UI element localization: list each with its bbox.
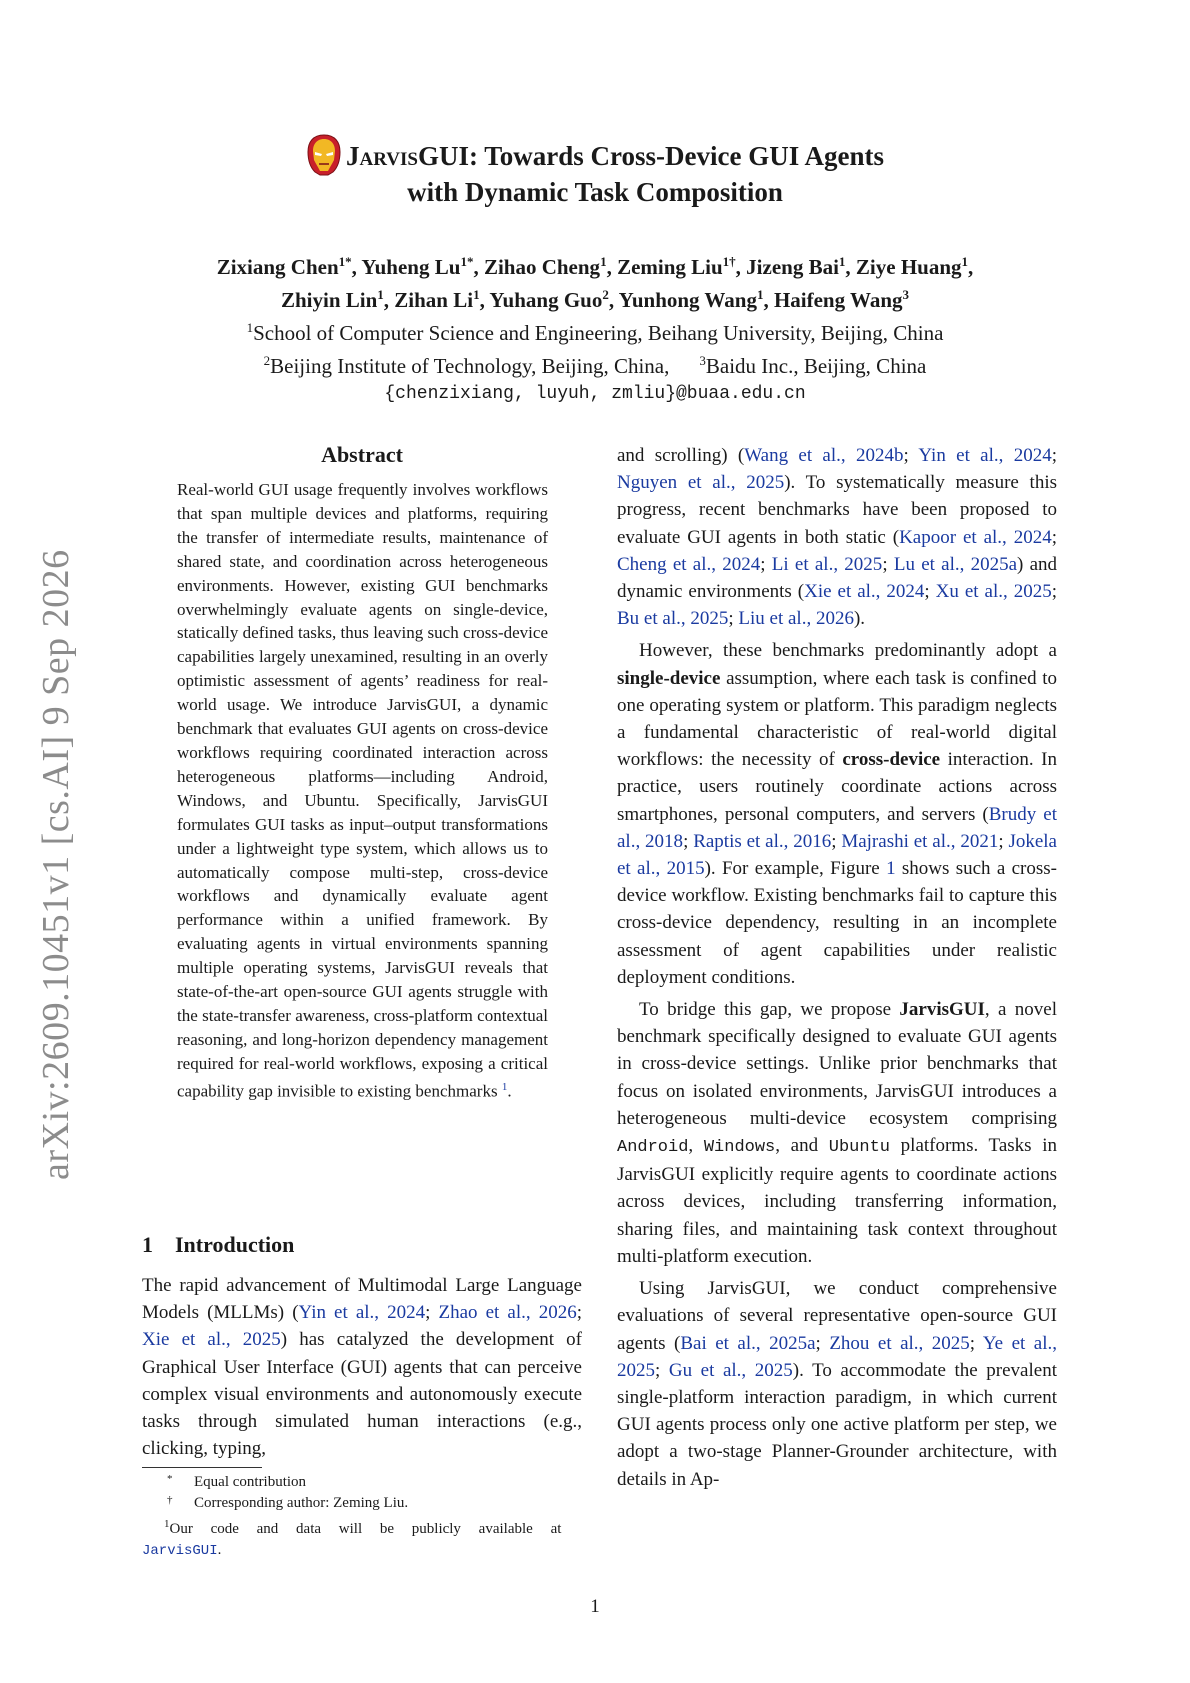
- abstract-end: .: [507, 1081, 512, 1101]
- text: assumption, where each task is confined to one operating system or platform. This paradigm neglects a fundamental characteristic of real-world digital workflows: the necessity of: [617, 667, 1057, 771]
- citation[interactable]: Bu et al., 2025: [617, 608, 729, 630]
- figure-ref[interactable]: 1: [886, 858, 896, 880]
- author-name: Yuheng Lu: [361, 255, 461, 279]
- author-affil-mark: 2: [602, 287, 609, 302]
- text: ,: [688, 1135, 704, 1157]
- author-affil-mark: 1: [756, 287, 764, 302]
- text: ;: [924, 581, 936, 603]
- citation[interactable]: Zhou et al., 2025: [829, 1332, 970, 1354]
- citation[interactable]: Majrashi et al., 2021: [841, 830, 999, 852]
- section-title: Introduction: [175, 1232, 295, 1257]
- footnote-corresponding-author: [142, 1493, 582, 1514]
- intro-paragraph-1-cont: [617, 442, 1057, 632]
- author-name: Zhiyin Lin: [280, 288, 378, 312]
- footnote-mark: 1: [164, 1518, 170, 1530]
- citation[interactable]: Xie et al., 2024: [804, 581, 925, 603]
- text: ).: [853, 608, 866, 630]
- platform-name: Windows: [703, 1138, 776, 1158]
- intro-paragraph-4: [617, 1275, 1057, 1493]
- affil-mark: 2: [263, 353, 271, 368]
- bold-term: JarvisGUI: [899, 999, 985, 1021]
- footnotes: [142, 1472, 582, 1562]
- text: ;: [655, 1359, 669, 1381]
- author-name: Jizeng Bai: [746, 255, 839, 279]
- text: , and: [775, 1135, 829, 1157]
- footnote-ref[interactable]: 1: [501, 1080, 508, 1093]
- author-affil-mark: 1*: [460, 254, 474, 269]
- author-name: Yunhong Wang: [618, 288, 757, 312]
- author-affil-mark: 3: [902, 287, 910, 302]
- text: and scrolling) (: [617, 445, 745, 466]
- affiliation-2-3: [0, 347, 1190, 380]
- text: ). To accommodate the prevalent single-platform interaction paradigm, in which current GUI agents process only one active platform per step, we adopt a two-stage Planner-Grounder architecture, with details in Ap-: [617, 1359, 1057, 1490]
- text: interaction. In practice, users routinely coordinate actions across smartphones, personal computers, and servers (: [617, 749, 1057, 825]
- author-affil-mark: 1†: [722, 254, 736, 269]
- text: ;: [683, 830, 694, 852]
- text: ;: [728, 608, 739, 630]
- page-number: 1: [590, 1596, 600, 1617]
- footnote-equal-contribution: [142, 1472, 582, 1493]
- footnote-text: Our code and data will be publicly available at: [169, 1521, 562, 1537]
- author-block: [0, 248, 1190, 408]
- citation[interactable]: Gu et al., 2025: [668, 1359, 793, 1381]
- affil-text: Baidu Inc., Beijing, China: [705, 354, 927, 378]
- citation[interactable]: Raptis et al., 2016: [693, 830, 832, 852]
- abstract-heading: Abstract: [321, 442, 403, 467]
- text: ;: [760, 553, 772, 575]
- author-affil-mark: 1: [473, 287, 480, 302]
- affil-mark: 1: [246, 320, 254, 335]
- text: ;: [1051, 445, 1057, 466]
- iron-man-helmet-icon: [306, 134, 342, 176]
- author-line-1: Zixiang Chen$^{1*}$, Yuheng $Lu^{1*}$, Zihao Cheng$^1$, Zeming Liu$^{1\dagger}$, Jizeng Bai$^1$, Ziye Huang$^1$,: [216, 254, 974, 279]
- abstract-text: Real-world GUI usage frequently involves workflows that span multiple devices and platforms, requiring the transfer of intermediate results, maintenance of shared state, and coordination across heterogeneous environments. However, existing GUI benchmarks overwhelmingly evaluate agents on single-device, statically defined tasks, thus leaving such cross-device capabilities largely unexamined, resulting in an overly optimistic assessment of agents’ readiness for real-world usage. We introduce JarvisGUI, a dynamic benchmark that evaluates GUI agents on cross-device workflows requiring coordinated interaction across heterogeneous platforms—including Android, Windows, and Ubuntu. Specifically, JarvisGUI formulates GUI tasks as input–output transformations under a lightweight type system, which allows us to automatically compose multi-step, cross-device workflows and dynamically evaluate agent performance within a unified framework. By evaluating agents in virtual environments spanning multiple operating systems, JarvisGUI reveals that state-of-the-art open-source GUI agents struggle with the state-transfer awareness, cross-platform contextual reasoning, and long-horizon dependency management required for real-world workflows, exposing a critical capability gap invisible to existing benchmarks: [177, 480, 548, 1101]
- citation[interactable]: Jokela et al., 2015: [617, 830, 1057, 880]
- bold-term: single-device: [617, 667, 721, 689]
- text: ;: [815, 1332, 830, 1354]
- intro-paragraph-3: [617, 996, 1057, 1270]
- affil-text: Beijing Institute of Technology, Beijing, China,: [270, 354, 670, 378]
- abstract-body: [177, 478, 548, 1103]
- footnote-text: Corresponding author: Zeming Liu.: [194, 1495, 409, 1511]
- text: ;: [1051, 581, 1057, 603]
- affiliation-1: [0, 314, 1190, 347]
- intro-paragraph-1: [142, 1272, 582, 1462]
- affil-mark: 3: [699, 353, 706, 368]
- intro-paragraph-2: [617, 637, 1057, 991]
- citation[interactable]: Nguyen et al., 2025: [617, 472, 785, 494]
- text: ). For example, Figure: [704, 858, 887, 880]
- citation[interactable]: Xu et al., 2025: [935, 581, 1052, 603]
- affil-text: School of Computer Science and Engineering, Beihang University, Beijing, China: [253, 321, 944, 345]
- footnote-rule: [142, 1467, 262, 1468]
- author-name: Ziye Huang: [855, 255, 962, 279]
- text: platforms. Tasks in JarvisGUI explicitly require agents to coordinate actions across devices, including transferring information, sharing files, and maintaining task context throughout multi-platform execution.: [617, 1135, 1057, 1267]
- text: To bridge this gap, we propose: [639, 999, 900, 1021]
- text: ;: [903, 445, 919, 466]
- citation[interactable]: Yin et al., 2024: [918, 445, 1052, 466]
- author-affil-mark: 1*: [338, 254, 352, 269]
- author-affil-mark: 1: [600, 254, 607, 269]
- author-name: Haifeng Wang: [773, 288, 903, 312]
- arxiv-identifier: arXiv:2609.10451v1 [cs.AI] 9 Sep 2026: [35, 549, 77, 1180]
- footnote-mark: †: [167, 1494, 173, 1506]
- citation[interactable]: Zhao et al., 2026: [438, 1302, 577, 1324]
- text: ;: [576, 1302, 582, 1324]
- citation[interactable]: Li et al., 2025: [771, 553, 883, 575]
- bold-term: cross-device: [842, 749, 941, 771]
- author-name: Zihan Li: [394, 288, 474, 312]
- citation[interactable]: Cheng et al., 2024: [617, 553, 761, 575]
- title-line-2: with Dynamic Task Composition: [407, 176, 783, 207]
- citation[interactable]: Ye et al., 2025: [617, 1332, 1057, 1381]
- citation[interactable]: Wang et al., 2024b: [744, 445, 904, 466]
- citation[interactable]: Lu et al., 2025a: [893, 553, 1018, 575]
- text: ) and dynamic environments (: [617, 553, 1058, 603]
- text: ;: [425, 1302, 439, 1324]
- citation[interactable]: Bai et al., 2025a: [680, 1332, 816, 1354]
- citation[interactable]: Brudy et al., 2018: [617, 803, 1057, 852]
- author-line-2: Zhiyin Lin$^1$, Zihan Li$^1$, Yuhang Guo$^2$, Yunhong Wang$^1$, Haifeng Wang$^3$: [280, 287, 910, 312]
- author-name: Zihao Cheng: [483, 255, 601, 279]
- text: However, these benchmarks predominantly adopt a: [639, 640, 1057, 662]
- author-name: Zeming Liu: [617, 255, 723, 279]
- text: , a novel benchmark specifically designed to evaluate GUI agents in cross-device settings. Unlike prior benchmarks that focus on isolated environments, JarvisGUI introduces a heterogeneous multi-device ecosystem comprising: [617, 999, 1057, 1129]
- footnote-code-availability: [142, 1514, 582, 1562]
- code-link[interactable]: JarvisGUI: [142, 1543, 218, 1559]
- text: ;: [969, 1332, 983, 1354]
- author-affil-mark: 1: [377, 287, 384, 302]
- footnote-end: .: [217, 1542, 222, 1558]
- platform-name: Ubuntu: [828, 1138, 890, 1158]
- citation[interactable]: Kapoor et al., 2024: [899, 526, 1052, 548]
- citation[interactable]: Yin et al., 2024: [298, 1302, 426, 1324]
- text: ). To systematically measure this progress, recent benchmarks have been proposed to evaluate GUI agents in both static (: [617, 472, 1057, 548]
- footnote-mark: *: [167, 1473, 173, 1485]
- section-number: 1: [142, 1232, 153, 1257]
- platform-name: Android: [617, 1138, 689, 1158]
- section-heading: [142, 1232, 294, 1258]
- citation[interactable]: Xie et al., 2025: [142, 1329, 281, 1351]
- author-affil-mark: 1: [961, 254, 969, 269]
- author-affil-mark: 1: [838, 254, 846, 269]
- text: Using JarvisGUI, we conduct comprehensive evaluations of several representative open-source GUI agents (: [617, 1278, 1057, 1354]
- text: ;: [831, 830, 842, 852]
- author-name: Zixiang Chen: [216, 255, 339, 279]
- paper-title: [0, 140, 1190, 209]
- right-column: [617, 442, 1057, 1493]
- text: ;: [882, 553, 894, 575]
- title-main: GUI: Towards Cross-Device GUI Agents: [417, 141, 884, 171]
- text: ;: [1051, 526, 1057, 548]
- text: ) has catalyzed the development of Graphical User Interface (GUI) agents that can perceive complex visual environments and autonomously execute tasks through simulated human interactions (e.g., clicking, typing,: [142, 1329, 582, 1460]
- text: The rapid advancement of Multimodal Large Language Models (MLLMs) (: [142, 1275, 582, 1324]
- title-jarvis: Jarvis: [346, 141, 418, 171]
- text: shows such a cross-device workflow. Existing benchmarks fail to capture this cross-device dependency, resulting in an incomplete assessment of agent capabilities under realistic deployment conditions.: [617, 858, 1057, 988]
- footnote-text: Equal contribution: [194, 1474, 307, 1490]
- author-name: Yuhang Guo: [489, 288, 603, 312]
- citation[interactable]: Liu et al., 2026: [738, 608, 854, 630]
- author-emails[interactable]: {chenzixiang, luyuh, zmliu}@buaa.edu.cn: [384, 384, 806, 404]
- text: ;: [998, 830, 1009, 852]
